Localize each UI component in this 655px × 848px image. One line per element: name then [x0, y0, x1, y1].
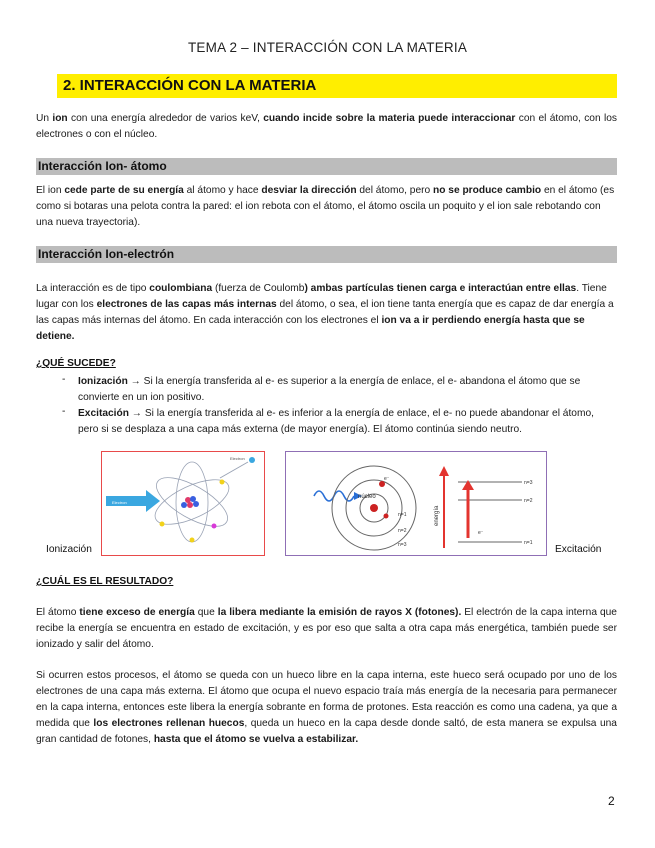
arrow-icon: →	[128, 408, 145, 419]
list-item-excitacion	[78, 406, 617, 438]
text: Si ocurren estos procesos, el átomo se queda con un hueco libre en la capa interna, este hueco será ocupado por uno de los electrones de una capa más externa. El átomo que ocupa el nuevo espacio traía más energía de la necesaria para permanecer en la capa interna, entonces este libera la energía sobrante en forma de protones. Esta reacción es como una cadena, ya que a medida que	[36, 670, 617, 729]
text: El ion	[36, 185, 65, 196]
neutron	[193, 501, 199, 507]
resultado-paragraph-1	[36, 605, 617, 653]
excitation-caption: Excitación	[555, 544, 602, 555]
transition-arrow-head	[462, 480, 474, 490]
resultado-paragraph-2	[36, 668, 617, 748]
bold-text: cede parte de su energía	[64, 185, 184, 196]
text: (fuerza de Coulomb	[212, 283, 305, 294]
text: El átomo	[36, 607, 80, 618]
term: Excitación	[78, 408, 129, 419]
bold-text: coulombiana	[149, 283, 213, 294]
arrow-icon: →	[127, 376, 144, 387]
section-heading-ion-atomo	[36, 158, 617, 175]
excitation-figure	[285, 451, 547, 556]
nucleus	[370, 504, 378, 512]
ejection-path	[220, 462, 248, 478]
energy-label: energía	[434, 505, 440, 526]
text: Si la energía transferida al e- es superior a la energía de enlace, el e- abandona el átomo que se convierte en un ion positivo.	[78, 376, 581, 403]
neutron	[190, 496, 196, 502]
bold-text: cuando incide sobre la materia puede interaccionar	[263, 113, 516, 124]
electron-label: e⁻	[384, 476, 390, 482]
electron-label: e⁻	[478, 530, 484, 536]
text: . Tiene lugar con los	[36, 283, 607, 310]
shell-label: n=1	[398, 512, 407, 518]
nucleus-label: núcleo	[358, 494, 376, 500]
bold-text: hasta que el átomo se vuelva a estabilizar.	[153, 734, 359, 745]
text: Un	[36, 113, 53, 124]
atom-excitation-illustration	[286, 452, 546, 555]
shell-label: n=3	[398, 542, 407, 548]
section-heading-ion-electron	[36, 246, 617, 263]
bold-text: electrones de las capas más internas	[96, 299, 277, 310]
shell-label: n=2	[398, 528, 407, 534]
proton	[187, 502, 193, 508]
electron	[190, 538, 195, 543]
main-heading	[57, 74, 617, 98]
bold-text: la libera mediante la emisión de rayos X (fotones).	[217, 607, 462, 618]
electron	[220, 480, 225, 485]
electron	[160, 522, 165, 527]
bold-text: tiene exceso de energía	[79, 607, 195, 618]
list-dash: -	[62, 374, 66, 385]
intro-paragraph	[36, 111, 617, 143]
ion-electron-paragraph	[36, 281, 617, 345]
text: que	[194, 607, 218, 618]
section-title: Interacción Ion-electrón	[38, 247, 175, 261]
ionization-figure	[101, 451, 265, 556]
atom-ionization-illustration	[102, 452, 264, 555]
text: del átomo, pero	[356, 185, 433, 196]
resultado-heading: ¿CUÁL ES EL RESULTADO?	[36, 576, 174, 587]
term: Ionización	[78, 376, 128, 387]
bold-text: ) ambas partículas tienen carga e interactúan entre ellas	[304, 283, 577, 294]
text: Si la energía transferida al e- es inferior a la energía de enlace, el e- no puede abandonar el átomo, pero si se desplaza a una capa más externa (de mayor energía). El átomo continúa siendo neutro.	[78, 408, 594, 435]
neutron	[181, 502, 187, 508]
ejected-electron-label: Electron	[230, 456, 245, 461]
que-sucede-heading: ¿QUÉ SUCEDE?	[36, 358, 116, 369]
level-label: n=1	[524, 540, 533, 546]
bold-text: desviar la dirección	[261, 185, 357, 196]
text: al átomo y hace	[183, 185, 262, 196]
text: La interacción es de tipo	[36, 283, 150, 294]
page-number: 2	[608, 794, 615, 808]
text: con el átomo, con los electrones o con el núcleo.	[36, 113, 617, 140]
section-title: Interacción Ion- átomo	[38, 159, 167, 173]
ejected-electron	[249, 457, 255, 463]
text: del átomo, o sea, el ion tiene tanta energía que es capaz de dar energía a las capas más internas del átomo. En cada interacción con los electrones el	[36, 299, 614, 326]
bold-text: no se produce cambio	[433, 185, 542, 196]
list-item-ionizacion	[78, 374, 617, 406]
bold-text: los electrones rellenan huecos	[93, 718, 245, 729]
incoming-arrow-label: Electron	[112, 500, 127, 505]
text: , queda un hueco en la capa desde donde saltó, de esta manera se expulsa una gran cantidad de fotones,	[36, 718, 617, 745]
ionization-caption: Ionización	[46, 544, 92, 555]
list-dash: -	[62, 406, 66, 417]
level-label: n=2	[524, 498, 533, 504]
electron	[212, 524, 217, 529]
orbit	[176, 462, 208, 542]
electron	[384, 514, 389, 519]
text: con una energía alrededor de varios keV,	[67, 113, 264, 124]
bold-text: ion va a ir perdiendo energía hasta que se detiene.	[36, 315, 585, 342]
main-heading-text: 2. INTERACCIÓN CON LA MATERIA	[63, 77, 317, 94]
bold-text: ion	[52, 113, 68, 124]
energy-axis-head	[439, 466, 449, 476]
running-header: TEMA 2 – INTERACCIÓN CON LA MATERIA	[187, 40, 468, 55]
text: El electrón de la capa interna que recibe la energía se encuentra en estado de excitación, y es por eso que salta a otra capa más energética, también puede ser ionizado y salir del átomo.	[36, 607, 617, 650]
text: en el átomo (es como si botaras una pelota contra la pared: el ion rebota con el átomo, el átomo oscila un poquito y el ion sale rebotando con una nueva trayectoria).	[36, 185, 615, 228]
level-label: n=3	[524, 480, 533, 486]
ion-atomo-paragraph	[36, 183, 617, 231]
